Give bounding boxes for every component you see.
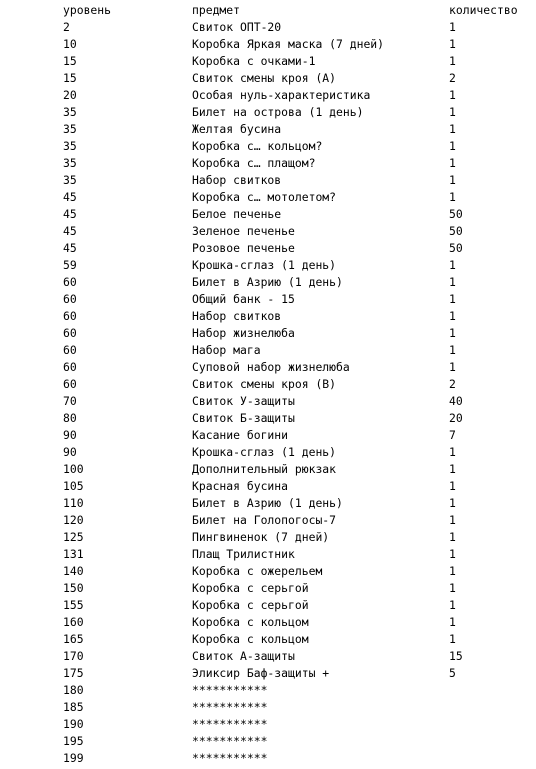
table-row (0, 733, 536, 750)
row-item: Желтая бусина (192, 122, 282, 136)
row-quantity: 1 (449, 275, 456, 289)
row-level: 45 (63, 241, 77, 255)
row-level: 60 (63, 360, 77, 374)
table-row (0, 223, 536, 240)
row-quantity: 1 (449, 496, 456, 510)
table-row (0, 172, 536, 189)
row-quantity: 1 (449, 54, 456, 68)
row-item: Суповой набор жизнелюба (192, 360, 350, 374)
row-quantity: 1 (449, 139, 456, 153)
table-row (0, 19, 536, 36)
row-item: *********** (192, 734, 268, 748)
table-row (0, 342, 536, 359)
table-row (0, 53, 536, 70)
header-quantity: количество (449, 3, 518, 17)
row-quantity: 1 (449, 615, 456, 629)
row-quantity: 1 (449, 513, 456, 527)
row-level: 2 (63, 20, 70, 34)
row-quantity: 1 (449, 173, 456, 187)
row-item: Свиток смены кроя (А) (192, 71, 337, 85)
row-quantity: 1 (449, 564, 456, 578)
row-quantity: 1 (449, 156, 456, 170)
row-level: 195 (63, 734, 84, 748)
table-row (0, 563, 536, 580)
row-item: Белое печенье (192, 207, 282, 221)
table-row (0, 189, 536, 206)
table-row (0, 325, 536, 342)
row-item: Коробка Яркая маска (7 дней) (192, 37, 385, 51)
table-row (0, 376, 536, 393)
row-item: *********** (192, 717, 268, 731)
row-level: 120 (63, 513, 84, 527)
row-quantity: 2 (449, 377, 456, 391)
row-item: Свиток смены кроя (В) (192, 377, 337, 391)
table-row (0, 240, 536, 257)
row-item: *********** (192, 683, 268, 697)
row-level: 170 (63, 649, 84, 663)
row-quantity: 2 (449, 71, 456, 85)
row-item: Крошка-сглаз (1 день) (192, 258, 337, 272)
row-item: Касание богини (192, 428, 289, 442)
row-item: Эликсир Баф-защиты + (192, 666, 330, 680)
rewards-table (0, 2, 536, 767)
row-level: 100 (63, 462, 84, 476)
row-item: Набор жизнелюба (192, 326, 295, 340)
row-level: 35 (63, 122, 77, 136)
row-level: 60 (63, 309, 77, 323)
table-row (0, 308, 536, 325)
row-level: 199 (63, 751, 84, 765)
row-level: 15 (63, 54, 77, 68)
row-item: Крошка-сглаз (1 день) (192, 445, 337, 459)
row-level: 90 (63, 428, 77, 442)
row-level: 165 (63, 632, 84, 646)
row-level: 190 (63, 717, 84, 731)
table-row (0, 495, 536, 512)
table-row (0, 121, 536, 138)
table-row (0, 104, 536, 121)
row-quantity: 1 (449, 105, 456, 119)
row-quantity: 1 (449, 88, 456, 102)
row-quantity: 1 (449, 190, 456, 204)
row-item: Коробка с кольцом (192, 632, 309, 646)
row-item: Билет на острова (1 день) (192, 105, 364, 119)
row-item: Плащ Трилистник (192, 547, 295, 561)
table-header (0, 2, 536, 19)
row-quantity: 50 (449, 207, 463, 221)
row-quantity: 50 (449, 224, 463, 238)
row-item: *********** (192, 751, 268, 765)
table-row (0, 393, 536, 410)
row-item: Набор мага (192, 343, 261, 357)
row-level: 105 (63, 479, 84, 493)
row-level: 180 (63, 683, 84, 697)
row-quantity: 7 (449, 428, 456, 442)
row-quantity: 1 (449, 445, 456, 459)
row-level: 35 (63, 105, 77, 119)
table-row (0, 546, 536, 563)
row-item: Билет в Азрию (1 день) (192, 496, 343, 510)
table-row (0, 750, 536, 767)
row-quantity: 15 (449, 649, 463, 663)
table-row (0, 257, 536, 274)
row-level: 160 (63, 615, 84, 629)
row-level: 155 (63, 598, 84, 612)
row-level: 60 (63, 275, 77, 289)
row-quantity: 1 (449, 258, 456, 272)
row-level: 35 (63, 173, 77, 187)
table-row (0, 648, 536, 665)
row-item: *********** (192, 700, 268, 714)
row-level: 60 (63, 292, 77, 306)
row-level: 90 (63, 445, 77, 459)
table-row (0, 291, 536, 308)
table-row (0, 155, 536, 172)
table-row (0, 138, 536, 155)
table-row (0, 36, 536, 53)
row-level: 110 (63, 496, 84, 510)
table-row (0, 614, 536, 631)
table-row (0, 87, 536, 104)
table-row (0, 478, 536, 495)
row-item: Билет на Голопогосы-7 (192, 513, 337, 527)
table-row (0, 70, 536, 87)
row-item: Коробка с кольцом (192, 615, 309, 629)
row-item: Красная бусина (192, 479, 289, 493)
row-quantity: 1 (449, 37, 456, 51)
table-row (0, 631, 536, 648)
row-quantity: 1 (449, 326, 456, 340)
row-level: 150 (63, 581, 84, 595)
table-row (0, 699, 536, 716)
row-item: Особая нуль-характеристика (192, 88, 371, 102)
row-quantity: 1 (449, 462, 456, 476)
row-quantity: 1 (449, 632, 456, 646)
row-item: Свиток Б-защиты (192, 411, 295, 425)
row-quantity: 1 (449, 479, 456, 493)
row-item: Коробка с ожерельем (192, 564, 323, 578)
row-item: Билет в Азрию (1 день) (192, 275, 343, 289)
row-quantity: 1 (449, 547, 456, 561)
row-level: 175 (63, 666, 84, 680)
row-quantity: 1 (449, 122, 456, 136)
row-quantity: 1 (449, 20, 456, 34)
row-level: 60 (63, 326, 77, 340)
table-row (0, 512, 536, 529)
row-level: 185 (63, 700, 84, 714)
row-quantity: 5 (449, 666, 456, 680)
table-row (0, 427, 536, 444)
row-item: Коробка с… плащом? (192, 156, 316, 170)
row-level: 35 (63, 139, 77, 153)
row-item: Набор свитков (192, 309, 282, 323)
row-quantity: 40 (449, 394, 463, 408)
row-quantity: 1 (449, 360, 456, 374)
row-item: Коробка с… мотолетом? (192, 190, 337, 204)
row-level: 140 (63, 564, 84, 578)
row-item: Коробка с… кольцом? (192, 139, 323, 153)
row-level: 125 (63, 530, 84, 544)
row-level: 35 (63, 156, 77, 170)
table-row (0, 274, 536, 291)
row-item: Зеленое печенье (192, 224, 295, 238)
row-level: 80 (63, 411, 77, 425)
table-row (0, 461, 536, 478)
row-level: 59 (63, 258, 77, 272)
row-item: Свиток У-защиты (192, 394, 295, 408)
row-item: Общий банк - 15 (192, 292, 295, 306)
row-item: Дополнительный рюкзак (192, 462, 337, 476)
row-quantity: 1 (449, 309, 456, 323)
header-level: уровень (63, 3, 112, 17)
row-item: Коробка с серьгой (192, 581, 309, 595)
row-quantity: 1 (449, 530, 456, 544)
row-level: 60 (63, 377, 77, 391)
row-quantity: 1 (449, 598, 456, 612)
row-item: Коробка с серьгой (192, 598, 309, 612)
table-row (0, 580, 536, 597)
table-row (0, 529, 536, 546)
row-level: 15 (63, 71, 77, 85)
row-item: Пингвиненок (7 дней) (192, 530, 330, 544)
row-level: 131 (63, 547, 84, 561)
table-row (0, 359, 536, 376)
table-body (0, 19, 536, 767)
table-row (0, 444, 536, 461)
row-item: Свиток А-защиты (192, 649, 295, 663)
row-item: Набор свитков (192, 173, 282, 187)
table-row (0, 597, 536, 614)
table-row (0, 682, 536, 699)
row-level: 60 (63, 343, 77, 357)
row-quantity: 1 (449, 292, 456, 306)
table-row (0, 410, 536, 427)
row-item: Свиток ОПТ-20 (192, 20, 282, 34)
header-item: предмет (192, 3, 241, 17)
row-quantity: 50 (449, 241, 463, 255)
row-quantity: 20 (449, 411, 463, 425)
row-level: 10 (63, 37, 77, 51)
row-quantity: 1 (449, 581, 456, 595)
table-row (0, 206, 536, 223)
row-level: 45 (63, 207, 77, 221)
row-item: Коробка с очками-1 (192, 54, 316, 68)
row-level: 20 (63, 88, 77, 102)
table-row (0, 665, 536, 682)
table-row (0, 716, 536, 733)
row-level: 45 (63, 190, 77, 204)
row-level: 70 (63, 394, 77, 408)
row-quantity: 1 (449, 343, 456, 357)
row-level: 45 (63, 224, 77, 238)
row-item: Розовое печенье (192, 241, 295, 255)
